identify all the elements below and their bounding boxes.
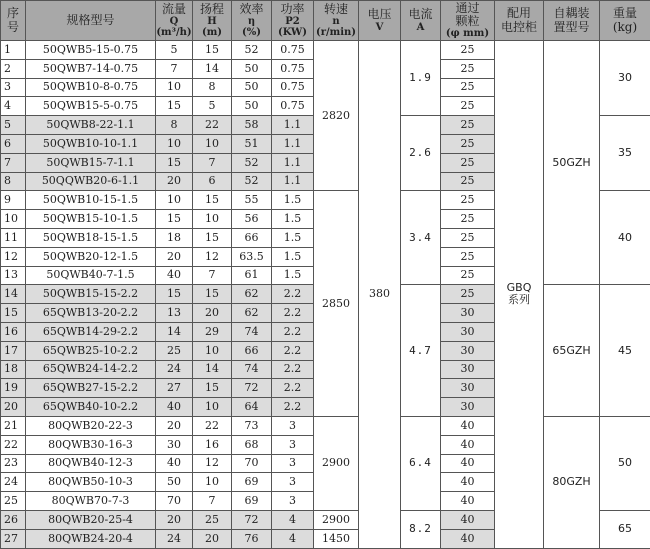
row-head: 15 <box>193 228 232 247</box>
speed-group: 1450 <box>314 529 359 548</box>
row-head: 22 <box>193 116 232 135</box>
row-particle: 30 <box>441 304 495 323</box>
row-index: 4 <box>1 97 26 116</box>
row-particle: 25 <box>441 78 495 97</box>
row-head: 8 <box>193 78 232 97</box>
row-index: 16 <box>1 322 26 341</box>
header-controller: 配用 电控柜 <box>495 1 544 41</box>
row-head: 7 <box>193 492 232 511</box>
row-model: 50QWB10-10-1.1 <box>26 134 156 153</box>
row-flow: 15 <box>156 97 193 116</box>
speed-group: 2900 <box>314 416 359 510</box>
row-particle: 25 <box>441 285 495 304</box>
row-particle: 30 <box>441 360 495 379</box>
row-model: 80QWB50-10-3 <box>26 473 156 492</box>
row-power: 2.2 <box>272 341 314 360</box>
row-particle: 40 <box>441 473 495 492</box>
row-model: 80QWB40-12-3 <box>26 454 156 473</box>
row-index: 23 <box>1 454 26 473</box>
row-particle: 30 <box>441 379 495 398</box>
row-index: 9 <box>1 191 26 210</box>
row-model: 50QWB40-7-1.5 <box>26 266 156 285</box>
row-power: 4 <box>272 510 314 529</box>
row-flow: 30 <box>156 435 193 454</box>
table-row <box>1 416 650 435</box>
row-index: 27 <box>1 529 26 548</box>
row-index: 12 <box>1 247 26 266</box>
voltage-value: 380 <box>359 41 401 549</box>
row-flow: 15 <box>156 285 193 304</box>
controller-line1: GBQ <box>495 282 543 294</box>
header-coupling: 自耦装 置型号 <box>544 1 600 41</box>
row-index: 1 <box>1 41 26 60</box>
row-power: 2.2 <box>272 360 314 379</box>
header-model: 规格型号 <box>26 1 156 41</box>
current-group: 4.7 <box>401 285 441 417</box>
row-head: 14 <box>193 59 232 78</box>
row-index: 18 <box>1 360 26 379</box>
row-head: 7 <box>193 153 232 172</box>
row-particle: 25 <box>441 191 495 210</box>
row-index: 5 <box>1 116 26 135</box>
row-flow: 15 <box>156 153 193 172</box>
row-power: 1.5 <box>272 266 314 285</box>
row-model: 50QQWB20-6-1.1 <box>26 172 156 191</box>
controller-line2: 系列 <box>495 294 543 306</box>
row-power: 3 <box>272 416 314 435</box>
row-efficiency: 50 <box>232 78 272 97</box>
row-head: 6 <box>193 172 232 191</box>
row-head: 7 <box>193 266 232 285</box>
row-index: 3 <box>1 78 26 97</box>
header-head: 扬程 H (m) <box>193 1 232 41</box>
row-flow: 25 <box>156 341 193 360</box>
row-head: 10 <box>193 210 232 229</box>
row-power: 1.5 <box>272 228 314 247</box>
row-flow: 8 <box>156 116 193 135</box>
row-index: 21 <box>1 416 26 435</box>
row-particle: 40 <box>441 492 495 511</box>
row-particle: 25 <box>441 59 495 78</box>
row-particle: 25 <box>441 210 495 229</box>
row-efficiency: 52 <box>232 41 272 60</box>
row-efficiency: 62 <box>232 285 272 304</box>
row-power: 1.1 <box>272 172 314 191</box>
row-head: 15 <box>193 41 232 60</box>
row-power: 0.75 <box>272 41 314 60</box>
row-particle: 25 <box>441 172 495 191</box>
row-model: 80QWB20-22-3 <box>26 416 156 435</box>
row-particle: 25 <box>441 41 495 60</box>
header-speed: 转速 n (r/min) <box>314 1 359 41</box>
row-index: 20 <box>1 398 26 417</box>
row-model: 50QWB15-5-0.75 <box>26 97 156 116</box>
row-power: 3 <box>272 492 314 511</box>
row-model: 50QWB5-15-0.75 <box>26 41 156 60</box>
row-efficiency: 52 <box>232 172 272 191</box>
row-head: 10 <box>193 134 232 153</box>
current-group: 6.4 <box>401 416 441 510</box>
header-flow: 流量 Q (m³/h) <box>156 1 193 41</box>
row-head: 10 <box>193 341 232 360</box>
row-index: 7 <box>1 153 26 172</box>
row-power: 4 <box>272 529 314 548</box>
controller-cell <box>495 41 544 549</box>
row-flow: 40 <box>156 454 193 473</box>
row-efficiency: 55 <box>232 191 272 210</box>
row-power: 1.5 <box>272 247 314 266</box>
row-flow: 20 <box>156 416 193 435</box>
row-particle: 40 <box>441 529 495 548</box>
row-index: 25 <box>1 492 26 511</box>
row-head: 22 <box>193 416 232 435</box>
row-model: 50QWB15-15-2.2 <box>26 285 156 304</box>
row-index: 22 <box>1 435 26 454</box>
row-model: 50QWB10-15-1.5 <box>26 191 156 210</box>
row-index: 6 <box>1 134 26 153</box>
row-power: 0.75 <box>272 78 314 97</box>
row-model: 80QWB30-16-3 <box>26 435 156 454</box>
row-efficiency: 50 <box>232 59 272 78</box>
row-head: 5 <box>193 97 232 116</box>
header-current: 电流 A <box>401 1 441 41</box>
row-flow: 24 <box>156 529 193 548</box>
row-flow: 20 <box>156 247 193 266</box>
weight-group: 40 <box>600 191 650 285</box>
row-efficiency: 63.5 <box>232 247 272 266</box>
row-efficiency: 74 <box>232 360 272 379</box>
row-power: 1.1 <box>272 153 314 172</box>
row-index: 8 <box>1 172 26 191</box>
header-index: 序 号 <box>1 1 26 41</box>
row-head: 25 <box>193 510 232 529</box>
row-flow: 13 <box>156 304 193 323</box>
row-flow: 40 <box>156 398 193 417</box>
row-head: 15 <box>193 285 232 304</box>
header-voltage: 电压 V <box>359 1 401 41</box>
row-efficiency: 50 <box>232 97 272 116</box>
row-efficiency: 68 <box>232 435 272 454</box>
row-head: 16 <box>193 435 232 454</box>
row-particle: 25 <box>441 153 495 172</box>
row-model: 50QWB15-7-1.1 <box>26 153 156 172</box>
row-power: 2.2 <box>272 322 314 341</box>
row-particle: 25 <box>441 97 495 116</box>
row-efficiency: 72 <box>232 379 272 398</box>
row-model: 50QWB7-14-0.75 <box>26 59 156 78</box>
weight-group: 45 <box>600 285 650 417</box>
row-power: 2.2 <box>272 379 314 398</box>
weight-group: 30 <box>600 41 650 116</box>
row-index: 13 <box>1 266 26 285</box>
row-efficiency: 51 <box>232 134 272 153</box>
row-efficiency: 72 <box>232 510 272 529</box>
row-power: 2.2 <box>272 304 314 323</box>
row-index: 26 <box>1 510 26 529</box>
row-efficiency: 76 <box>232 529 272 548</box>
row-power: 0.75 <box>272 59 314 78</box>
speed-group: 2820 <box>314 41 359 191</box>
row-index: 11 <box>1 228 26 247</box>
row-power: 1.1 <box>272 116 314 135</box>
row-efficiency: 66 <box>232 341 272 360</box>
header-row <box>1 1 650 41</box>
row-head: 12 <box>193 247 232 266</box>
row-flow: 70 <box>156 492 193 511</box>
coupling-group: 65GZH <box>544 285 600 417</box>
row-efficiency: 58 <box>232 116 272 135</box>
header-weight: 重量 (kg) <box>600 1 650 41</box>
row-index: 15 <box>1 304 26 323</box>
row-efficiency: 74 <box>232 322 272 341</box>
row-particle: 25 <box>441 247 495 266</box>
row-efficiency: 69 <box>232 492 272 511</box>
row-efficiency: 66 <box>232 228 272 247</box>
row-efficiency: 73 <box>232 416 272 435</box>
current-group: 1.9 <box>401 41 441 116</box>
row-power: 3 <box>272 454 314 473</box>
row-index: 14 <box>1 285 26 304</box>
row-model: 65QWB14-29-2.2 <box>26 322 156 341</box>
row-flow: 10 <box>156 78 193 97</box>
current-group: 8.2 <box>401 510 441 548</box>
row-model: 50QWB18-15-1.5 <box>26 228 156 247</box>
row-power: 1.5 <box>272 191 314 210</box>
header-particle: 通过 颗粒 (φ mm) <box>441 1 495 41</box>
row-power: 1.1 <box>272 134 314 153</box>
row-particle: 30 <box>441 398 495 417</box>
row-model: 65QWB13-20-2.2 <box>26 304 156 323</box>
row-flow: 40 <box>156 266 193 285</box>
row-particle: 40 <box>441 435 495 454</box>
row-power: 3 <box>272 435 314 454</box>
row-flow: 10 <box>156 191 193 210</box>
row-efficiency: 64 <box>232 398 272 417</box>
row-flow: 27 <box>156 379 193 398</box>
row-power: 3 <box>272 473 314 492</box>
coupling-group: 50GZH <box>544 41 600 285</box>
row-flow: 18 <box>156 228 193 247</box>
row-index: 24 <box>1 473 26 492</box>
row-particle: 40 <box>441 454 495 473</box>
row-model: 80QWB20-25-4 <box>26 510 156 529</box>
speed-group: 2850 <box>314 191 359 417</box>
current-group: 2.6 <box>401 116 441 191</box>
row-flow: 50 <box>156 473 193 492</box>
row-head: 20 <box>193 529 232 548</box>
row-flow: 14 <box>156 322 193 341</box>
row-flow: 5 <box>156 41 193 60</box>
row-head: 20 <box>193 304 232 323</box>
row-model: 80QWB70-7-3 <box>26 492 156 511</box>
row-efficiency: 52 <box>232 153 272 172</box>
row-power: 2.2 <box>272 285 314 304</box>
row-particle: 40 <box>441 510 495 529</box>
row-model: 80QWB24-20-4 <box>26 529 156 548</box>
row-model: 65QWB25-10-2.2 <box>26 341 156 360</box>
row-efficiency: 56 <box>232 210 272 229</box>
table-row <box>1 41 650 60</box>
row-head: 15 <box>193 379 232 398</box>
row-index: 19 <box>1 379 26 398</box>
row-head: 12 <box>193 454 232 473</box>
row-efficiency: 61 <box>232 266 272 285</box>
row-flow: 20 <box>156 510 193 529</box>
row-head: 10 <box>193 473 232 492</box>
weight-group: 50 <box>600 416 650 510</box>
weight-group: 35 <box>600 116 650 191</box>
row-flow: 7 <box>156 59 193 78</box>
row-head: 29 <box>193 322 232 341</box>
row-particle: 25 <box>441 134 495 153</box>
speed-group: 2900 <box>314 510 359 529</box>
row-model: 65QWB24-14-2.2 <box>26 360 156 379</box>
row-model: 50QWB10-8-0.75 <box>26 78 156 97</box>
row-particle: 30 <box>441 341 495 360</box>
row-efficiency: 62 <box>232 304 272 323</box>
row-head: 14 <box>193 360 232 379</box>
row-model: 50QWB8-22-1.1 <box>26 116 156 135</box>
row-particle: 25 <box>441 228 495 247</box>
row-particle: 30 <box>441 322 495 341</box>
row-index: 10 <box>1 210 26 229</box>
row-particle: 40 <box>441 416 495 435</box>
header-efficiency: 效率 η (%) <box>232 1 272 41</box>
row-model: 65QWB27-15-2.2 <box>26 379 156 398</box>
row-model: 50QWB15-10-1.5 <box>26 210 156 229</box>
coupling-group: 80GZH <box>544 416 600 548</box>
header-power: 功率 P2 (KW) <box>272 1 314 41</box>
row-power: 0.75 <box>272 97 314 116</box>
row-particle: 25 <box>441 116 495 135</box>
row-efficiency: 70 <box>232 454 272 473</box>
row-particle: 25 <box>441 266 495 285</box>
row-head: 15 <box>193 191 232 210</box>
current-group: 3.4 <box>401 191 441 285</box>
row-efficiency: 69 <box>232 473 272 492</box>
row-model: 50QWB20-12-1.5 <box>26 247 156 266</box>
row-head: 10 <box>193 398 232 417</box>
row-flow: 15 <box>156 210 193 229</box>
weight-group: 65 <box>600 510 650 548</box>
row-flow: 24 <box>156 360 193 379</box>
row-power: 2.2 <box>272 398 314 417</box>
row-index: 17 <box>1 341 26 360</box>
row-power: 1.5 <box>272 210 314 229</box>
row-flow: 10 <box>156 134 193 153</box>
row-index: 2 <box>1 59 26 78</box>
row-flow: 20 <box>156 172 193 191</box>
row-model: 65QWB40-10-2.2 <box>26 398 156 417</box>
